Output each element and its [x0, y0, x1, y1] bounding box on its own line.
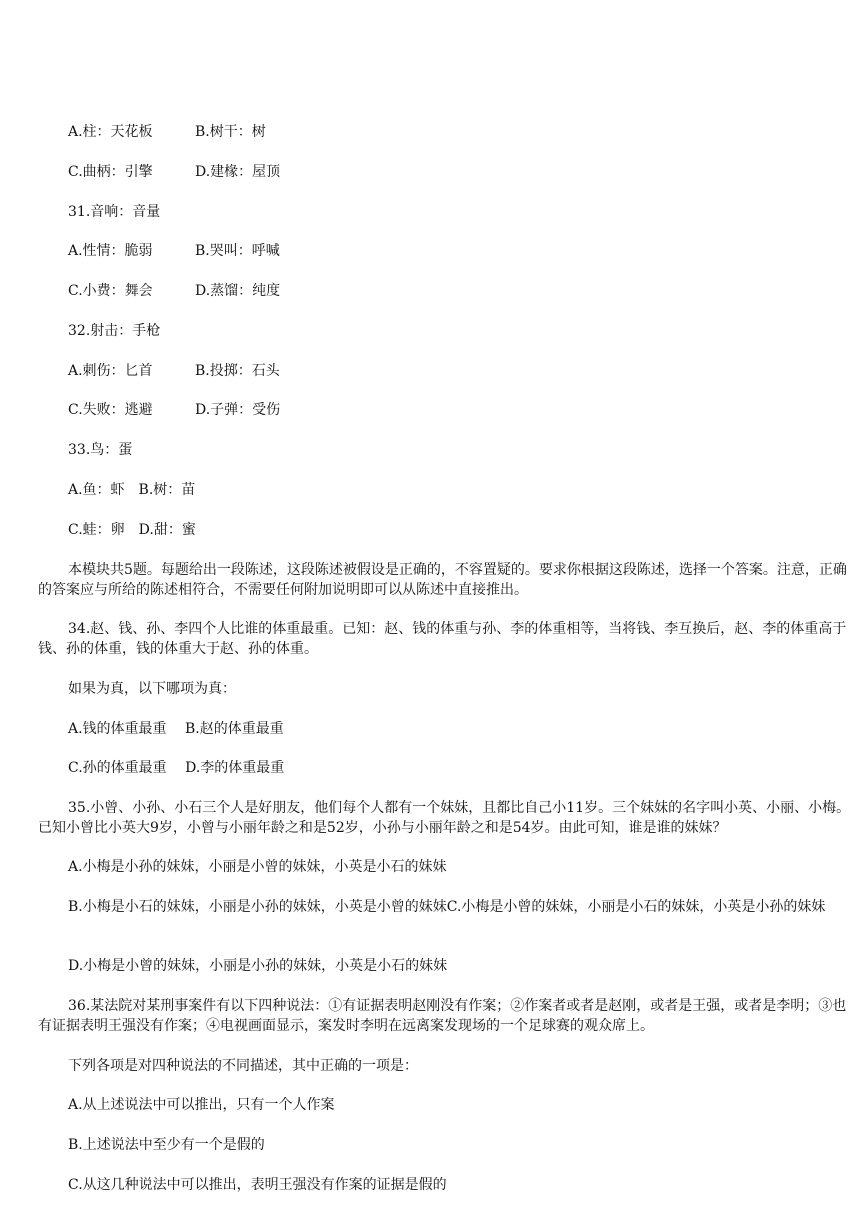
q30-options-row-2: [68, 162, 281, 182]
q34-options-row-1: A.钱的体重最重 B.赵的体重最重: [68, 721, 284, 737]
q34-options-row-2: C.孙的体重最重 D.李的体重最重: [68, 760, 285, 776]
q35-option-b-c: B.小梅是小石的妹妹，小丽是小孙的妹妹，小英是小曾的妹妹C.小梅是小曾的妹妹，小丽是小石的妹妹，小英是小孙的妹妹: [68, 899, 826, 915]
module-intro-paragraph: 本模块共5题。每题给出一段陈述，这段陈述被假设是正确的，不容置疑的。要求你根据这段陈述，选择一个答案。注意，正确的答案应与所给的陈述相符合，不需要任何附加说明即可以从陈述中直接推出。: [38, 562, 847, 598]
q30-option-d: D.建椽：屋顶: [195, 164, 281, 180]
q30-option-c: C.曲柄：引擎: [68, 164, 153, 180]
q35-stem: 35.小曾、小孙、小石三个人是好朋友，他们每个人都有一个妹妹，且都比自己小11岁。三个妹妹的名字叫小英、小丽、小梅。已知小曾比小英大9岁，小曾与小丽年龄之和是52岁，小孙与小丽年龄之和是54岁。由此可知，谁是谁的妹妹？: [38, 800, 851, 836]
q32-option-a: A.刺伤：匕首: [68, 363, 153, 379]
q30-options-row-1: [68, 122, 266, 142]
q32-options-row-2: [68, 400, 281, 420]
q36-option-c: C.从这几种说法中可以推出，表明王强没有作案的证据是假的: [68, 1177, 447, 1193]
q33-stem: 33.鸟：蛋: [68, 442, 133, 458]
q36-option-b: B.上述说法中至少有一个是假的: [68, 1137, 265, 1153]
q32-option-b: B.投掷：石头: [195, 363, 280, 379]
q31-options-row-2: [68, 281, 281, 301]
q31-option-a: A.性情：脆弱: [68, 243, 153, 259]
q33-options-row-1: A.鱼：虾 B.树：苗: [68, 482, 196, 498]
q34-stem: 34.赵、钱、孙、李四个人比谁的体重最重。已知：赵、钱的体重与孙、李的体重相等，当将钱、李互换后，赵、李的体重高于钱、孙的体重，钱的体重大于赵、孙的体重。: [38, 621, 847, 657]
q32-options-row-1: [68, 361, 280, 381]
q36-prompt: 下列各项是对四种说法的不同描述，其中正确的一项是：: [68, 1058, 418, 1074]
q31-stem: 31.音响：音量: [68, 204, 161, 220]
q32-stem: 32.射击：手枪: [68, 323, 161, 339]
q30-option-a: A.柱：天花板: [68, 124, 153, 140]
q31-option-b: B.哭叫：呼喊: [195, 243, 280, 259]
q32-option-c: C.失败：逃避: [68, 402, 153, 418]
q34-prompt: 如果为真，以下哪项为真：: [68, 681, 236, 697]
q31-option-c: C.小费：舞会: [68, 283, 153, 299]
q30-option-b: B.树干：树: [195, 124, 266, 140]
q36-stem: 36.某法院对某刑事案件有以下四种说法：①有证据表明赵刚没有作案；②作案者或者是赵刚，或者是王强，或者是李明；③也有证据表明王强没有作案；④电视画面显示，案发时李明在远离案发现场的一个足球赛的观众席上。: [38, 998, 847, 1034]
q35-option-a: A.小梅是小孙的妹妹，小丽是小曾的妹妹，小英是小石的妹妹: [68, 859, 447, 875]
q31-options-row-1: [68, 241, 280, 261]
q36-option-a: A.从上述说法中可以推出，只有一个人作案: [68, 1097, 335, 1113]
q32-option-d: D.子弹：受伤: [195, 402, 281, 418]
q35-option-d: D.小梅是小曾的妹妹，小丽是小孙的妹妹，小英是小石的妹妹: [68, 958, 448, 974]
q33-options-row-2: C.蛙：卵 D.甜：蜜: [68, 522, 196, 538]
q31-option-d: D.蒸馏：纯度: [195, 283, 281, 299]
